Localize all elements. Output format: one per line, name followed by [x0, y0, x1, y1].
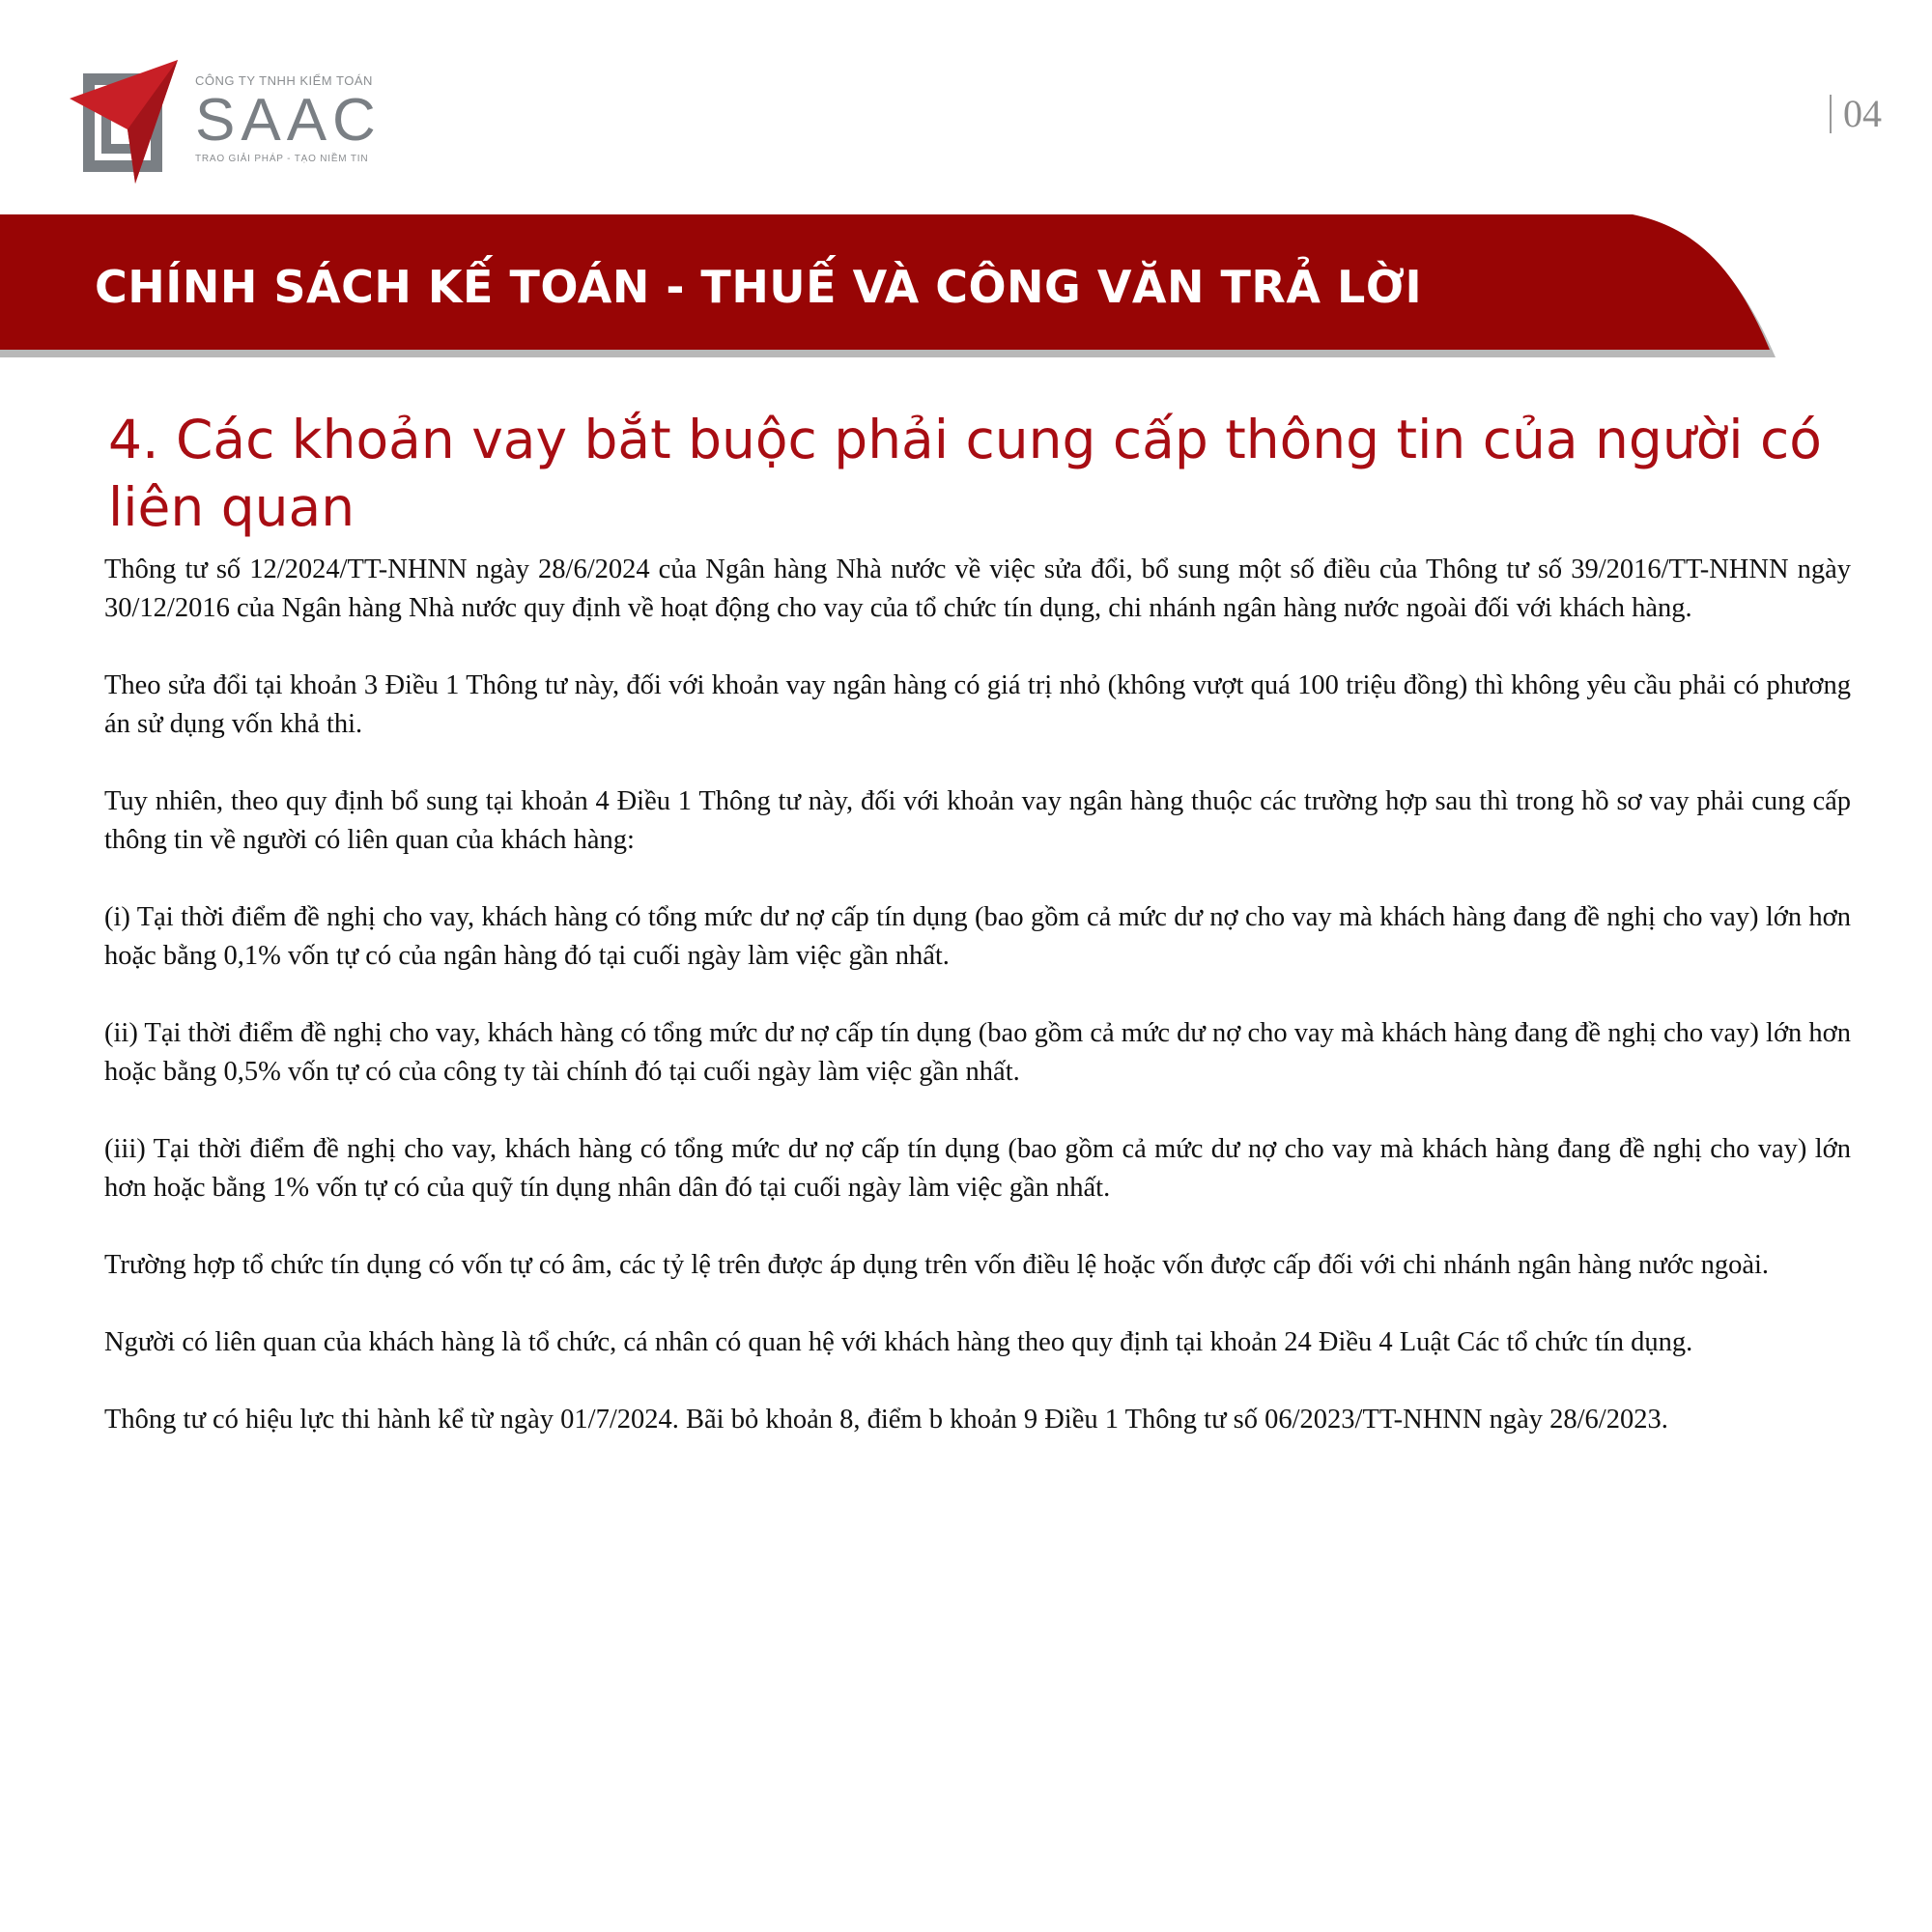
logo-brand: SAAC	[195, 87, 382, 154]
page-number: 04	[1830, 95, 1882, 133]
document-body	[104, 551, 1851, 1478]
paragraph: Tuy nhiên, theo quy định bổ sung tại khoản 4 Điều 1 Thông tư này, đối với khoản vay ngân hàng thuộc các trường hợp sau thì trong hồ sơ vay phải cung cấp thông tin về người có liên quan của khách hàng:	[104, 786, 1851, 855]
company-logo	[70, 60, 388, 195]
paragraph: (i) Tại thời điểm đề nghị cho vay, khách hàng có tổng mức dư nợ cấp tín dụng (bao gồm cả mức dư nợ cho vay mà khách hàng đang đề nghị cho vay) lớn hơn hoặc bằng 0,1% vốn tự có của ngân hàng đó tại cuối ngày làm việc gần nhất.	[104, 902, 1851, 971]
saac-logo-mark-icon	[70, 60, 181, 195]
paragraph: Người có liên quan của khách hàng là tổ chức, cá nhân có quan hệ với khách hàng theo quy định tại khoản 24 Điều 4 Luật Các tổ chức tín dụng.	[104, 1327, 1693, 1357]
banner-title: CHÍNH SÁCH KẾ TOÁN - THUẾ VÀ CÔNG VĂN TRẢ LỜI	[95, 261, 1423, 313]
paragraph: Trường hợp tổ chức tín dụng có vốn tự có âm, các tỷ lệ trên được áp dụng trên vốn điều lệ hoặc vốn được cấp đối với chi nhánh ngân hàng nước ngoài.	[104, 1250, 1770, 1280]
paragraph: Thông tư có hiệu lực thi hành kể từ ngày 01/7/2024. Bãi bỏ khoản 8, điểm b khoản 9 Điều 1 Thông tư số 06/2023/TT-NHNN ngày 28/6/2023.	[104, 1405, 1668, 1435]
section-title: 4. Các khoản vay bắt buộc phải cung cấp thông tin của người có liên quan	[108, 409, 1822, 538]
paragraph: (iii) Tại thời điểm đề nghị cho vay, khách hàng có tổng mức dư nợ cấp tín dụng (bao gồm cả mức dư nợ cho vay mà khách hàng đang đề nghị cho vay) lớn hơn hoặc bằng 1% vốn tự có của quỹ tín dụng nhân dân đó tại cuối ngày làm việc gần nhất.	[104, 1134, 1851, 1203]
paragraph: (ii) Tại thời điểm đề nghị cho vay, khách hàng có tổng mức dư nợ cấp tín dụng (bao gồm cả mức dư nợ cho vay mà khách hàng đang đề nghị cho vay) lớn hơn hoặc bằng 0,5% vốn tự có của công ty tài chính đó tại cuối ngày làm việc gần nhất.	[104, 1018, 1851, 1087]
logo-slogan: TRAO GIẢI PHÁP - TẠO NIỀM TIN	[195, 154, 369, 164]
paragraph: Thông tư số 12/2024/TT-NHNN ngày 28/6/2024 của Ngân hàng Nhà nước về việc sửa đổi, bổ sung một số điều của Thông tư số 39/2016/TT-NHNN ngày 30/12/2016 của Ngân hàng Nhà nước quy định về hoạt động cho vay của tổ chức tín dụng, chi nhánh ngân hàng nước ngoài đối với khách hàng.	[104, 554, 1851, 623]
logo-company-line: CÔNG TY TNHH KIỂM TOÁN	[195, 73, 373, 88]
paragraph: Theo sửa đổi tại khoản 3 Điều 1 Thông tư này, đối với khoản vay ngân hàng có giá trị nhỏ (không vượt quá 100 triệu đồng) thì không yêu cầu phải có phương án sử dụng vốn khả thi.	[104, 670, 1851, 739]
logo-text	[195, 73, 408, 164]
